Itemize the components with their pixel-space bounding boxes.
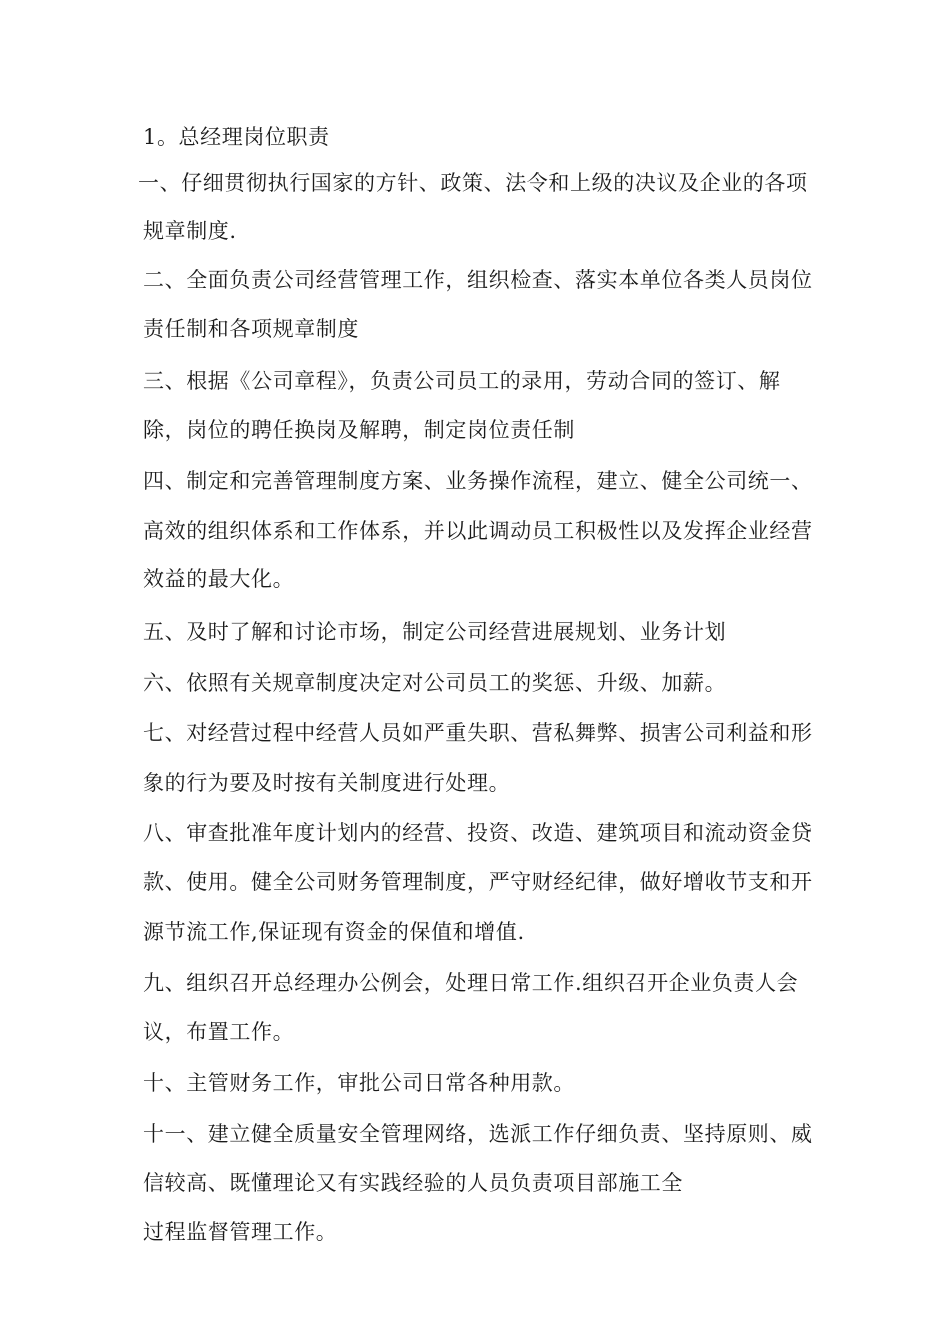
paragraph-line: 除，岗位的聘任换岗及解聘，制定岗位责任制 [143, 418, 575, 442]
paragraph-line: 五、及时了解和讨论市场，制定公司经营进展规划、业务计划 [143, 620, 727, 644]
section-heading: 1。总经理岗位职责 [143, 125, 330, 149]
paragraph-line: 三、根据《公司章程》，负责公司员工的录用，劳动合同的签订、解 [143, 369, 781, 393]
paragraph-line: 过程监督管理工作。 [143, 1220, 338, 1244]
paragraph-line: 六、依照有关规章制度决定对公司员工的奖惩、升级、加薪。 [143, 671, 727, 695]
paragraph-line: 一、仔细贯彻执行国家的方针、政策、法令和上级的决议及企业的各项 [138, 171, 808, 195]
paragraph-line: 责任制和各项规章制度 [143, 317, 359, 341]
paragraph-line: 款、使用。健全公司财务管理制度，严守财经纪律，做好增收节支和开 [143, 870, 813, 894]
paragraph-line: 高效的组织体系和工作体系，并以此调动员工积极性以及发挥企业经营 [143, 519, 813, 543]
paragraph-line: 规章制度. [143, 219, 237, 243]
paragraph-line: 十、主管财务工作，审批公司日常各种用款。 [143, 1071, 575, 1095]
paragraph-line: 十一、建立健全质量安全管理网络，选派工作仔细负责、坚持原则、威 [143, 1122, 813, 1146]
paragraph-line: 二、全面负责公司经营管理工作，组织检查、落实本单位各类人员岗位 [143, 268, 813, 292]
paragraph-line: 信较高、既懂理论又有实践经验的人员负责项目部施工全 [143, 1171, 683, 1195]
paragraph-line: 效益的最大化。 [143, 567, 295, 591]
paragraph-line: 四、制定和完善管理制度方案、业务操作流程，建立、健全公司统一、 [143, 469, 813, 493]
paragraph-line: 八、审查批准年度计划内的经营、投资、改造、建筑项目和流动资金贷 [143, 821, 813, 845]
paragraph-line: 源节流工作,保证现有资金的保值和增值. [143, 920, 525, 944]
paragraph-line: 七、对经营过程中经营人员如严重失职、营私舞弊、损害公司利益和形 [143, 721, 813, 745]
paragraph-line: 象的行为要及时按有关制度进行处理。 [143, 771, 511, 795]
paragraph-line: 议，布置工作。 [143, 1020, 295, 1044]
paragraph-line: 九、组织召开总经理办公例会，处理日常工作.组织召开企业负责人会 [143, 971, 799, 995]
